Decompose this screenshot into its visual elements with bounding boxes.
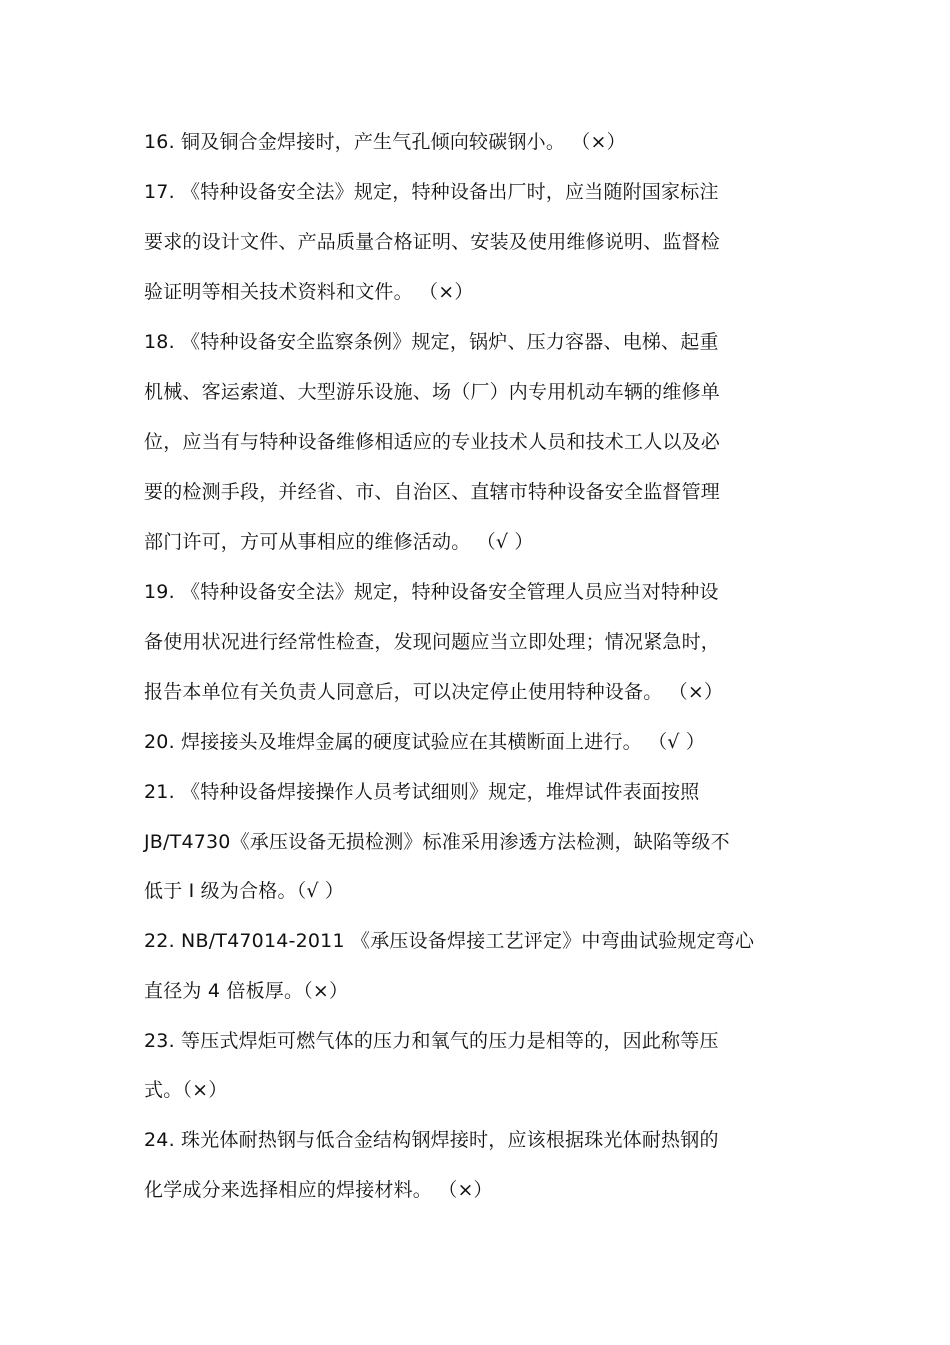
text-line: 备使用状况进行经常性检查，发现问题应当立即处理；情况紧急时，: [144, 631, 721, 653]
text-line: 24. 珠光体耐热钢与低合金结构钢焊接时，应该根据珠光体耐热钢的: [144, 1129, 719, 1151]
text-line: 19. 《特种设备安全法》规定，特种设备安全管理人员应当对特种设: [144, 581, 719, 603]
text-line: 式。（×）: [144, 1079, 228, 1101]
text-line: 报告本单位有关负责人同意后，可以决定停止使用特种设备。 （×）: [144, 681, 724, 703]
text-line: 17. 《特种设备安全法》规定，特种设备出厂时，应当随附国家标注: [144, 181, 719, 203]
text-line: 21. 《特种设备焊接操作人员考试细则》规定，堆焊试件表面按照: [144, 781, 700, 803]
text-line: 直径为 4 倍板厚。（×）: [144, 980, 349, 1002]
text-line: 机械、客运索道、大型游乐设施、场（厂）内专用机动车辆的维修单: [144, 381, 721, 403]
text-line: 16. 铜及铜合金焊接时，产生气孔倾向较碳钢小。 （×）: [144, 131, 626, 153]
text-line: JB/T4730《承压设备无损检测》标准采用渗透方法检测，缺陷等级不: [144, 831, 730, 853]
text-line: 验证明等相关技术资料和文件。 （×）: [144, 281, 474, 303]
text-line: 要的检测手段，并经省、市、自治区、直辖市特种设备安全监督管理: [144, 481, 721, 503]
text-line: 22. NB/T47014-2011 《承压设备焊接工艺评定》中弯曲试验规定弯心: [144, 930, 755, 952]
text-line: 要求的设计文件、产品质量合格证明、安装及使用维修说明、监督检: [144, 231, 721, 253]
text-line: 20. 焊接接头及堆焊金属的硬度试验应在其横断面上进行。 （√ ）: [144, 731, 706, 753]
text-line: 位，应当有与特种设备维修相适应的专业技术人员和技术工人以及必: [144, 431, 721, 453]
text-line: 23. 等压式焊炬可燃气体的压力和氧气的压力是相等的，因此称等压: [144, 1030, 719, 1052]
text-line: 18. 《特种设备安全监察条例》规定，锅炉、压力容器、电梯、起重: [144, 331, 719, 353]
text-line: 化学成分来选择相应的焊接材料。 （×）: [144, 1179, 493, 1201]
text-line: 部门许可，方可从事相应的维修活动。 （√ ）: [144, 531, 534, 553]
text-line: 低于 Ⅰ 级为合格。（√ ）: [144, 880, 345, 902]
